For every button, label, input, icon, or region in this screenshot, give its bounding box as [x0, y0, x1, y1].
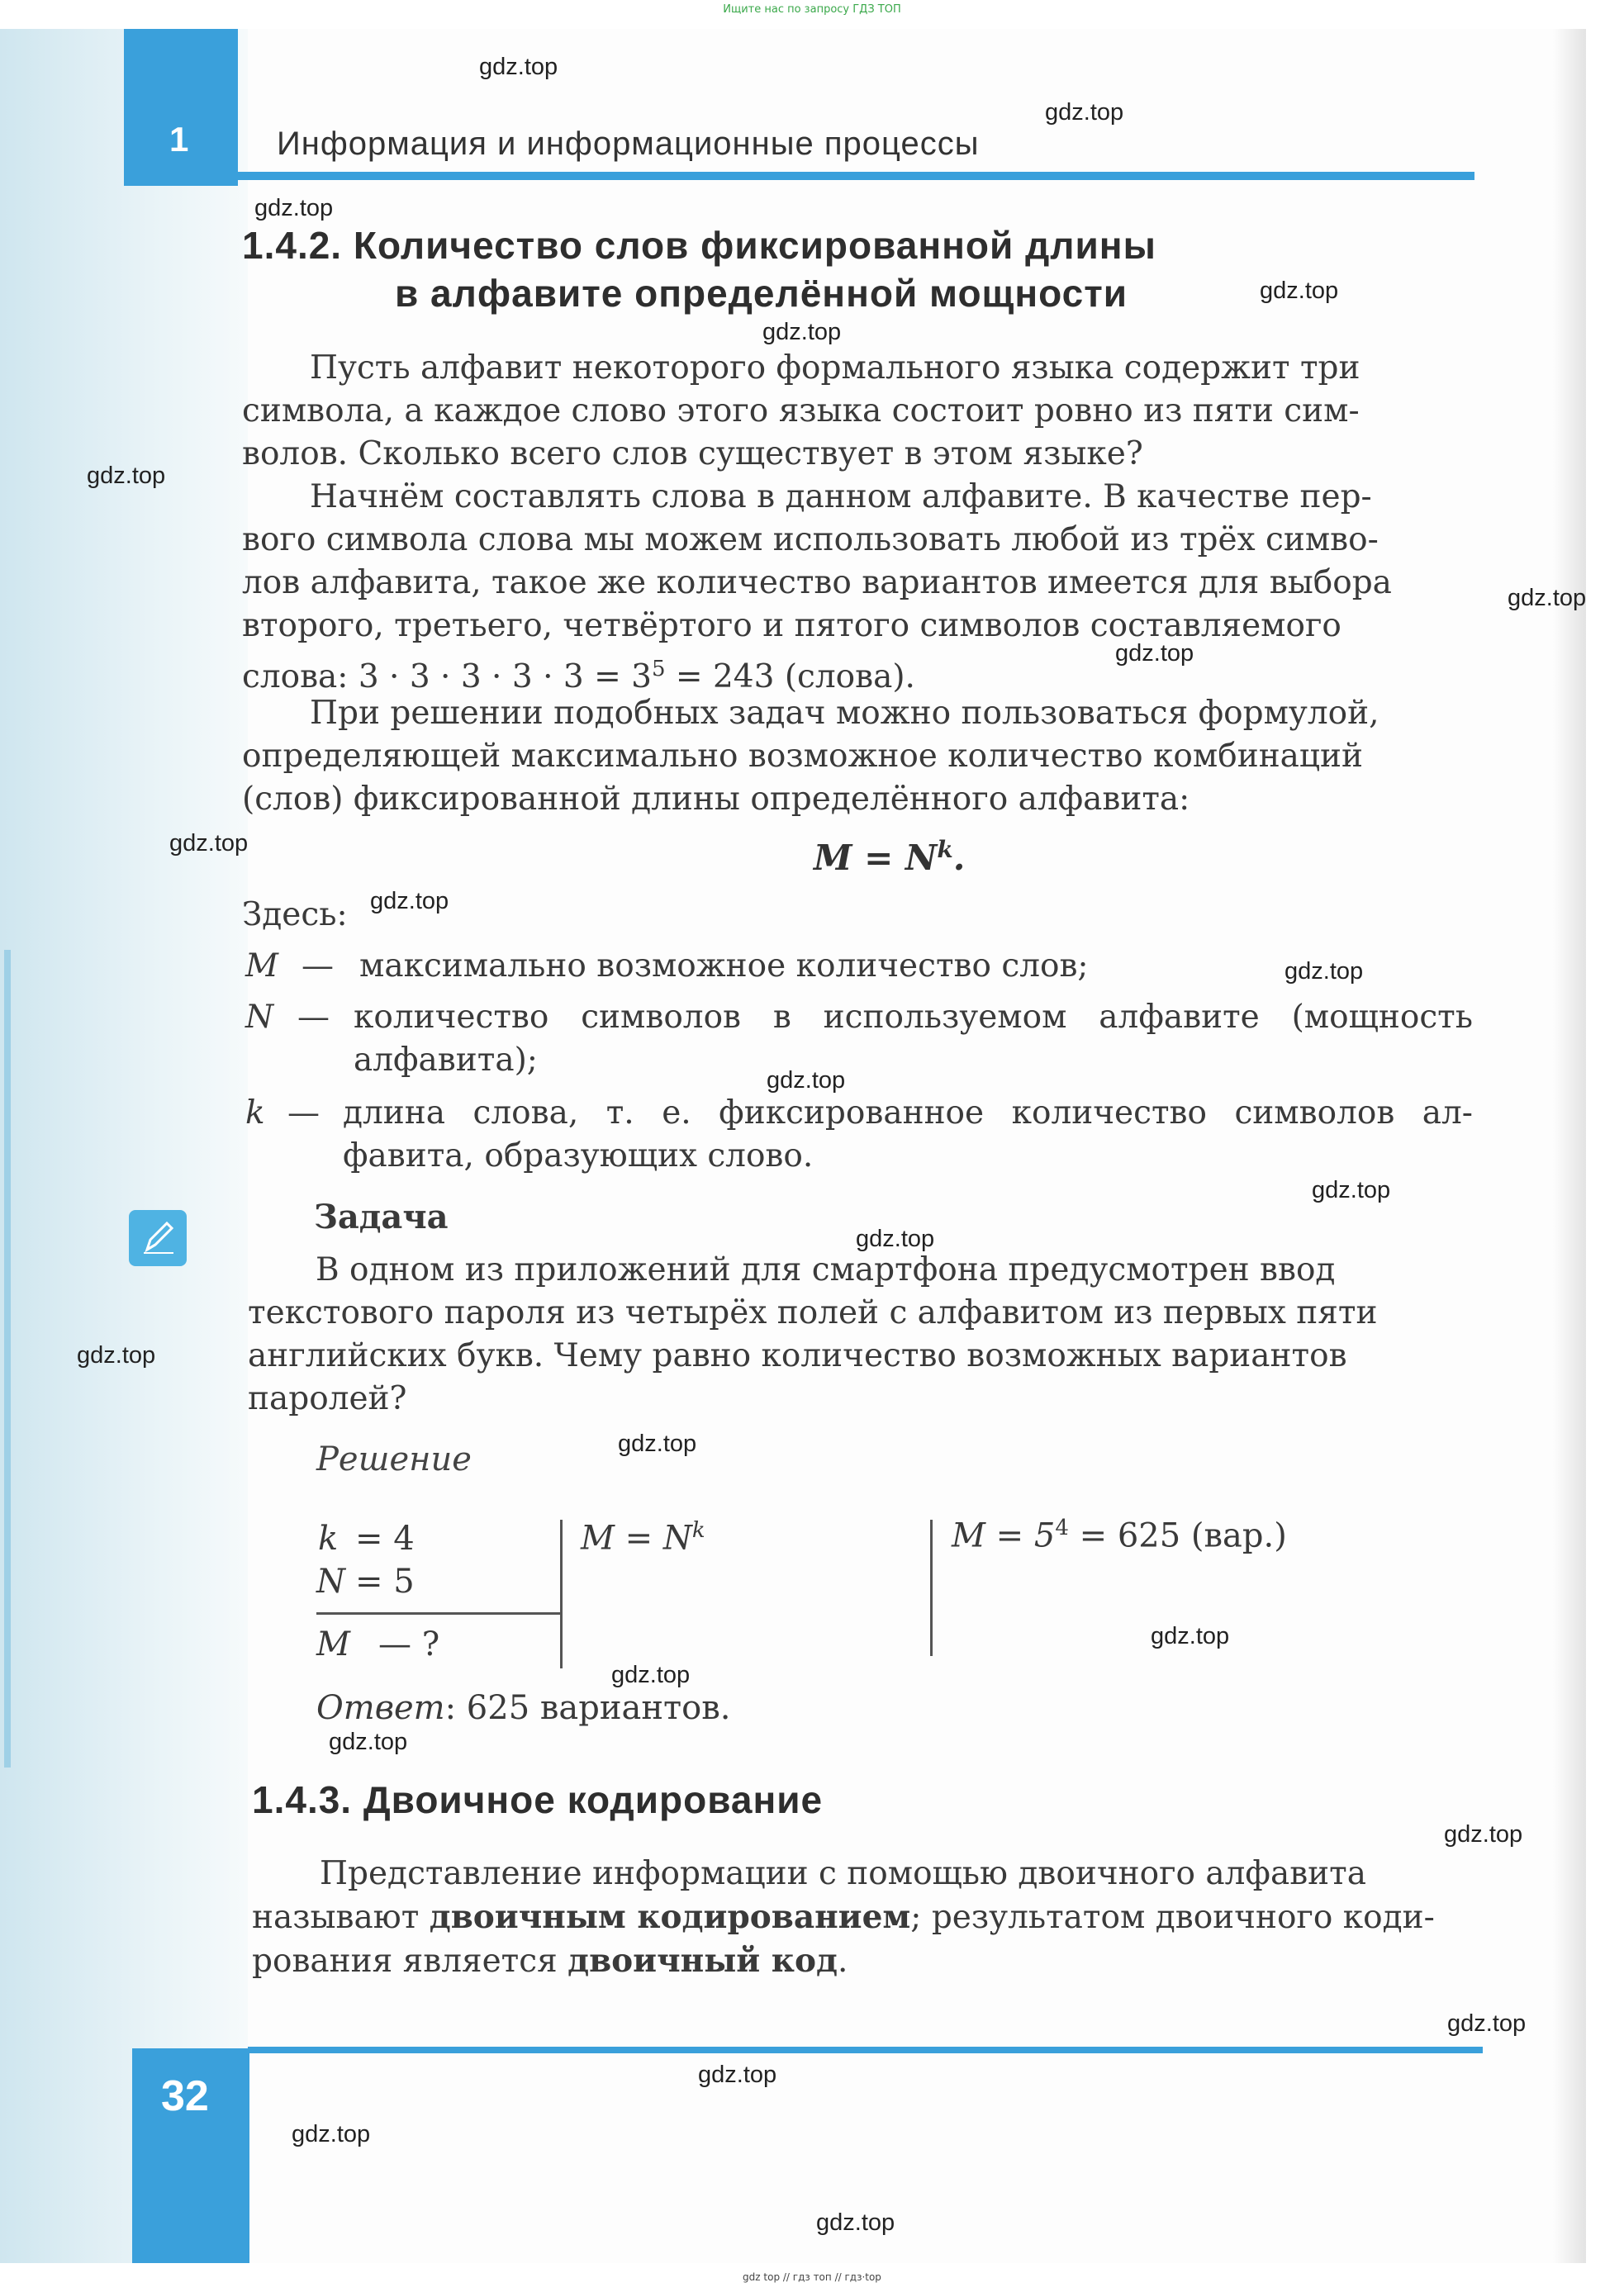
calc-exponent: 5: [651, 657, 666, 681]
def-dash: —: [297, 999, 330, 1036]
answer-text: : 625 вариантов.: [444, 1689, 731, 1727]
para-line: лов алфавита, такое же количество вариантов имеется для выбора: [242, 564, 1392, 601]
pencil-icon: [129, 1210, 187, 1266]
section-142-title-line1: 1.4.2. Количество слов фиксированной длины: [242, 224, 1156, 267]
watermark: gdz.top: [1260, 278, 1339, 304]
watermark: gdz.top: [292, 2121, 371, 2147]
def-text-k-cont: фавита, образующих слово.: [343, 1137, 814, 1174]
watermark: gdz.top: [370, 888, 449, 914]
para-line: [252, 1939, 1479, 1983]
top-note: Ищите нас по запросу ГДЗ ТОП: [723, 3, 901, 16]
page-number: 32: [161, 2072, 209, 2120]
calc-result: = 243 (слова).: [665, 658, 915, 695]
section-143-title: 1.4.3. Двоичное кодирование: [252, 1778, 824, 1821]
paragraph-3-cont: [242, 735, 1473, 821]
formula-exponent: k: [937, 836, 953, 863]
text-run: называют: [252, 1899, 430, 1936]
bottom-note: gdz top // гдз топ // гдз·top: [743, 2271, 881, 2283]
para-line: [242, 648, 1473, 699]
para-line: (слов) фиксированной длины определённого алфавита:: [242, 781, 1190, 818]
solution-divider-1: [560, 1520, 563, 1668]
watermark: gdz.top: [77, 1342, 156, 1369]
watermark: gdz.top: [1284, 958, 1364, 985]
section-143-text: [252, 1853, 1479, 1896]
def-symbol-k: k: [245, 1094, 265, 1132]
text-run: .: [837, 1943, 848, 1980]
page-edge-shadow: [1553, 29, 1586, 2263]
para-line: [252, 1896, 1479, 1939]
para-line: второго, третьего, четвёртого и пятого символов составляемого: [242, 607, 1341, 644]
chapter-title: Информация и информационные процессы: [277, 126, 980, 162]
text-run: рования является: [252, 1943, 568, 1980]
def-dash: —: [287, 1094, 320, 1132]
def-symbol-m: M: [245, 947, 278, 985]
task-title: Задача: [314, 1198, 449, 1236]
watermark: gdz.top: [169, 830, 249, 857]
given-k-value: = 4: [355, 1520, 415, 1558]
main-formula: [814, 836, 965, 878]
watermark: gdz.top: [611, 1662, 691, 1688]
term-binary-coding: двоичным кодированием: [429, 1898, 911, 1936]
text-run: ; результатом двоичного коди-: [910, 1899, 1435, 1936]
watermark: gdz.top: [762, 319, 842, 345]
paragraph-2: [242, 476, 1473, 519]
sol-formula-exponent: k: [691, 1518, 705, 1543]
answer-label: Ответ: [316, 1689, 445, 1727]
margin-ribbon: [4, 950, 11, 1768]
given-separator: [316, 1612, 562, 1615]
def-text-n-cont: алфавита);: [354, 1042, 538, 1079]
para-line: определяющей максимально возможное количество комбинаций: [242, 738, 1364, 775]
paragraph-3: [242, 692, 1473, 735]
watermark: gdz.top: [1312, 1177, 1391, 1203]
watermark: gdz.top: [479, 54, 558, 80]
task-line: английских букв. Чему равно количество возможных вариантов: [248, 1337, 1347, 1374]
given-n-symbol: N: [316, 1563, 345, 1601]
calc-exponent: 4: [1055, 1516, 1069, 1540]
section-143-text-cont: [252, 1896, 1479, 1983]
sol-formula-base: M = N: [581, 1519, 692, 1558]
task-text: [248, 1249, 1479, 1292]
para-line: Начнём составлять слова в данном алфавите. В качестве пер-: [310, 478, 1372, 515]
solution-divider-2: [930, 1520, 933, 1656]
task-line: паролей?: [248, 1380, 407, 1417]
watermark: gdz.top: [1045, 99, 1124, 126]
watermark: gdz.top: [329, 1729, 408, 1755]
calc-prefix: M = 5: [952, 1516, 1056, 1555]
answer: [316, 1689, 730, 1727]
task-line: текстового пароля из четырёх полей с алфавитом из первых пяти: [248, 1294, 1378, 1331]
def-symbol-n: N: [245, 999, 274, 1036]
here-label: Здесь:: [242, 896, 348, 933]
chapter-number: 1: [169, 120, 189, 159]
task-text-cont: [248, 1292, 1479, 1421]
def-text-k: длина слова, т. е. фиксированное количество символов ал-: [343, 1094, 1473, 1132]
watermark: gdz.top: [1151, 1623, 1230, 1649]
watermark: gdz.top: [254, 195, 334, 221]
watermark: gdz.top: [698, 2062, 777, 2088]
page-margin: [0, 29, 248, 2263]
para-line: Пусть алфавит некоторого формального языка содержит три: [310, 349, 1360, 387]
formula-end: .: [952, 838, 966, 878]
chapter-tab: [124, 29, 238, 186]
given-n-value: = 5: [355, 1563, 415, 1601]
watermark: gdz.top: [1444, 1821, 1523, 1848]
watermark: gdz.top: [1508, 585, 1587, 611]
watermark: gdz.top: [816, 2209, 895, 2236]
watermark: gdz.top: [87, 463, 166, 489]
watermark: gdz.top: [767, 1067, 846, 1094]
formula-base: M = N: [814, 838, 938, 878]
para-line: символа, а каждое слово этого языка состоит ровно из пяти сим-: [242, 392, 1360, 429]
watermark: gdz.top: [1447, 2010, 1527, 2037]
paragraph-2-cont: [242, 519, 1473, 699]
calc-suffix: = 625 (вар.): [1068, 1516, 1287, 1555]
para-line: вого символа слова мы можем использовать любой из трёх симво-: [242, 521, 1379, 558]
section-142-title-line2: в алфавите определённой мощности: [395, 272, 1128, 315]
def-text-m: максимально возможное количество слов;: [359, 947, 1089, 985]
calc-text: слова: 3 · 3 · 3 · 3 · 3 = 3: [242, 658, 652, 695]
term-binary-code: двоичный код: [567, 1942, 838, 1980]
solution-calc: [952, 1516, 1287, 1554]
def-text-n: количество символов в используемом алфавите (мощность: [354, 999, 1473, 1036]
paragraph-1-cont: [242, 390, 1473, 476]
para-line: Представление информации с помощью двоичного алфавита: [320, 1855, 1366, 1892]
watermark: gdz.top: [856, 1226, 935, 1252]
find-value: — ?: [378, 1625, 440, 1663]
given-k-symbol: k: [318, 1520, 339, 1558]
para-line: При решении подобных задач можно пользоваться формулой,: [310, 695, 1379, 732]
solution-title: Решение: [316, 1440, 472, 1478]
find-symbol: M: [316, 1625, 350, 1663]
header-rule: [124, 172, 1474, 180]
watermark: gdz.top: [1115, 640, 1194, 667]
solution-formula: [581, 1518, 705, 1557]
watermark: gdz.top: [618, 1431, 697, 1457]
paragraph-1: [242, 347, 1473, 390]
para-line: волов. Сколько всего слов существует в этом языке?: [242, 435, 1143, 472]
def-dash: —: [302, 947, 334, 985]
task-line: В одном из приложений для смартфона предусмотрен ввод: [316, 1251, 1336, 1288]
footer-rule: [248, 2047, 1483, 2053]
